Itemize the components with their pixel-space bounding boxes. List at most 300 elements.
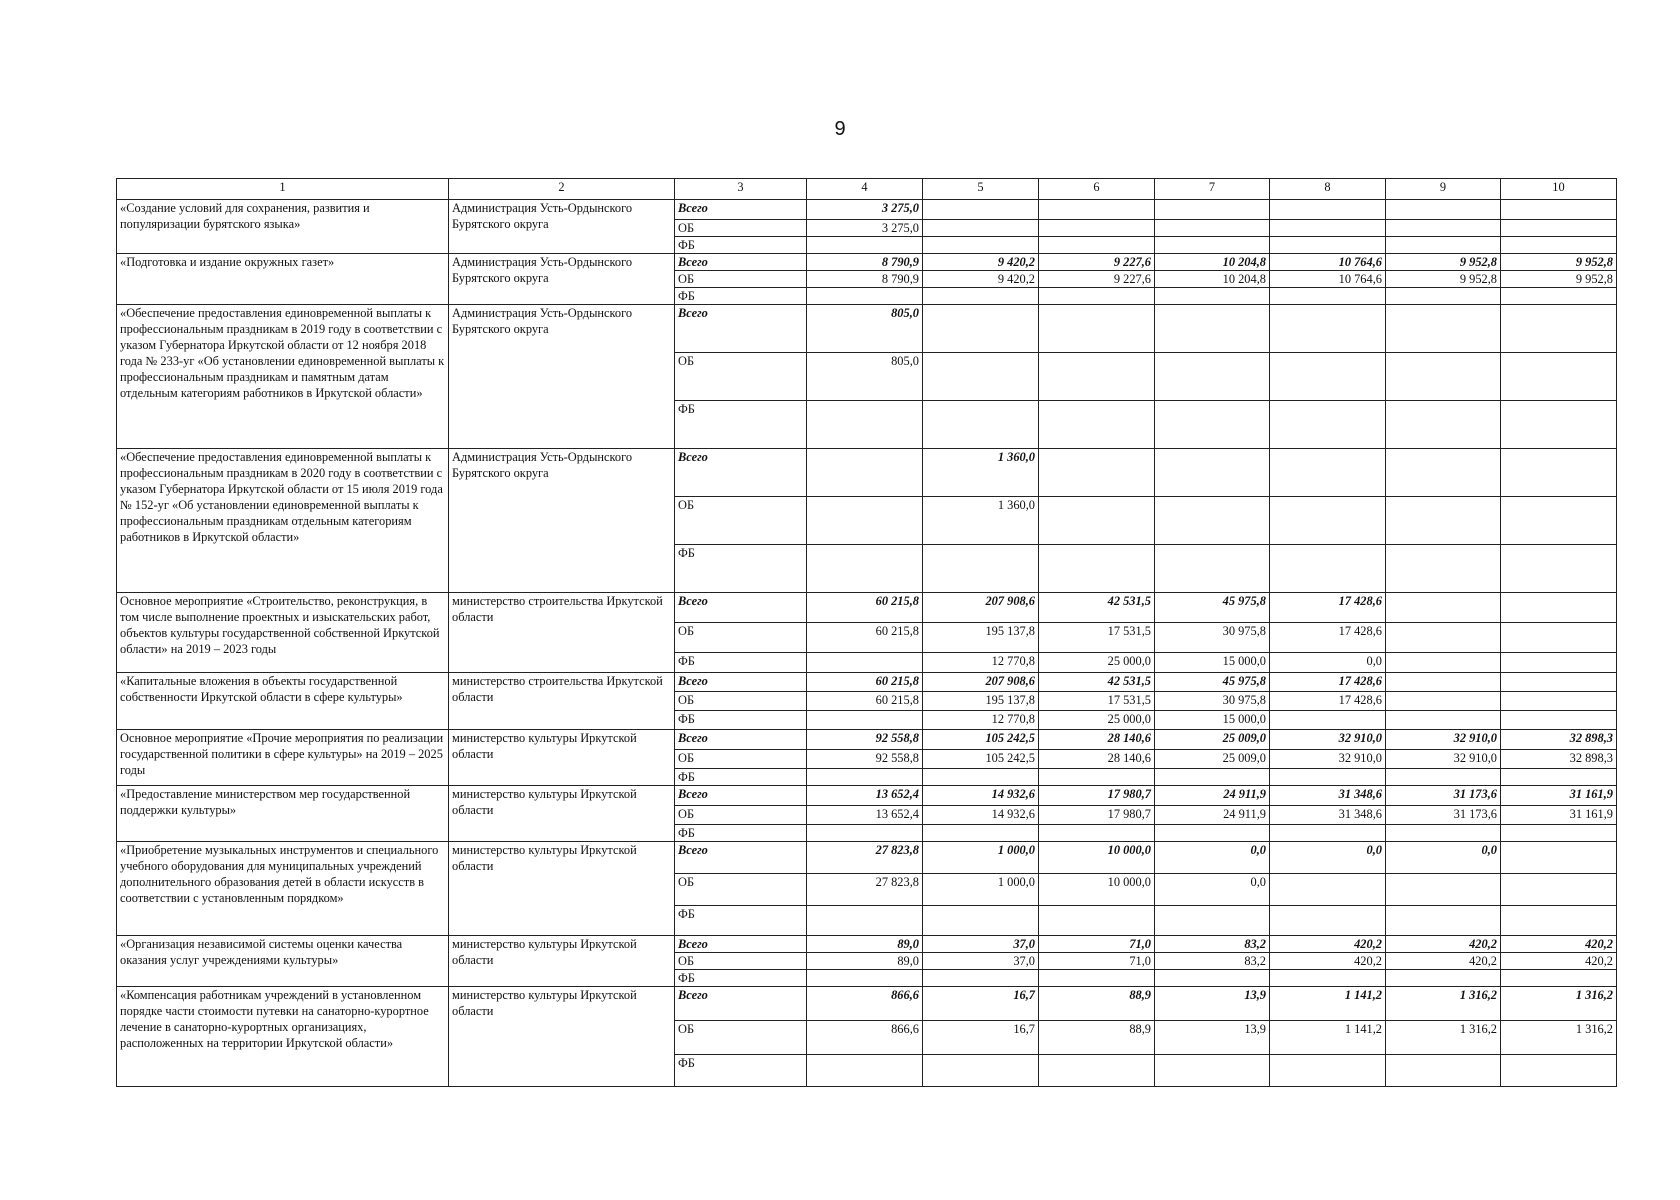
amount-cell: 89,0 xyxy=(807,953,923,970)
amount-cell xyxy=(807,545,923,593)
event-name: «Предоставление министерством мер государственной поддержки культуры» xyxy=(117,786,449,842)
amount-cell: 25 009,0 xyxy=(1155,750,1270,769)
amount-cell: 14 932,6 xyxy=(923,786,1039,806)
amount-cell: 1 141,2 xyxy=(1270,1021,1386,1055)
amount-cell xyxy=(1155,353,1270,401)
amount-cell xyxy=(1039,401,1155,449)
amount-cell xyxy=(807,497,923,545)
amount-cell: 12 770,8 xyxy=(923,711,1039,730)
funding-source: Всего xyxy=(675,200,807,220)
amount-cell xyxy=(807,769,923,786)
event-name: «Приобретение музыкальных инструментов и специального учебного оборудования для муниципальных учреждений дополнительного образования детей в области искусств в соответствии с установленным порядком» xyxy=(117,842,449,936)
executor: Администрация Усть-Ордынского Бурятского округа xyxy=(449,449,675,593)
amount-cell xyxy=(1386,545,1501,593)
amount-cell: 8 790,9 xyxy=(807,271,923,288)
amount-cell: 105 242,5 xyxy=(923,750,1039,769)
amount-cell xyxy=(1039,200,1155,220)
funding-source: ФБ xyxy=(675,545,807,593)
column-header: 9 xyxy=(1386,179,1501,200)
table-row xyxy=(117,200,1617,220)
amount-cell: 13,9 xyxy=(1155,1021,1270,1055)
amount-cell: 1 000,0 xyxy=(923,874,1039,906)
amount-cell xyxy=(923,906,1039,936)
funding-source: Всего xyxy=(675,786,807,806)
amount-cell xyxy=(923,401,1039,449)
amount-cell: 0,0 xyxy=(1270,653,1386,673)
amount-cell: 32 898,3 xyxy=(1501,750,1617,769)
funding-source: ОБ xyxy=(675,271,807,288)
funding-source: ОБ xyxy=(675,874,807,906)
table-row xyxy=(117,842,1617,874)
amount-cell xyxy=(1270,305,1386,353)
amount-cell xyxy=(1270,769,1386,786)
amount-cell: 31 173,6 xyxy=(1386,786,1501,806)
amount-cell: 17 980,7 xyxy=(1039,806,1155,825)
amount-cell xyxy=(1501,288,1617,305)
executor: министерство культуры Иркутской области xyxy=(449,936,675,987)
amount-cell xyxy=(1270,970,1386,987)
amount-cell: 195 137,8 xyxy=(923,692,1039,711)
amount-cell xyxy=(1155,305,1270,353)
amount-cell: 420,2 xyxy=(1270,953,1386,970)
funding-source: ФБ xyxy=(675,653,807,673)
amount-cell: 866,6 xyxy=(807,987,923,1021)
amount-cell: 1 316,2 xyxy=(1386,1021,1501,1055)
amount-cell xyxy=(1270,288,1386,305)
amount-cell xyxy=(1501,673,1617,692)
column-header: 3 xyxy=(675,179,807,200)
amount-cell: 805,0 xyxy=(807,353,923,401)
amount-cell xyxy=(1155,288,1270,305)
amount-cell xyxy=(1501,449,1617,497)
amount-cell xyxy=(1155,401,1270,449)
amount-cell xyxy=(1386,288,1501,305)
amount-cell xyxy=(1270,906,1386,936)
amount-cell xyxy=(807,906,923,936)
amount-cell: 13 652,4 xyxy=(807,786,923,806)
amount-cell: 31 348,6 xyxy=(1270,806,1386,825)
column-header: 8 xyxy=(1270,179,1386,200)
amount-cell: 92 558,8 xyxy=(807,750,923,769)
amount-cell: 88,9 xyxy=(1039,987,1155,1021)
amount-cell: 195 137,8 xyxy=(923,623,1039,653)
amount-cell: 17 531,5 xyxy=(1039,692,1155,711)
amount-cell: 42 531,5 xyxy=(1039,673,1155,692)
funding-source: ФБ xyxy=(675,288,807,305)
amount-cell: 83,2 xyxy=(1155,936,1270,953)
amount-cell: 8 790,9 xyxy=(807,254,923,271)
amount-cell: 25 009,0 xyxy=(1155,730,1270,750)
funding-source: ОБ xyxy=(675,953,807,970)
amount-cell xyxy=(1386,449,1501,497)
amount-cell: 31 161,9 xyxy=(1501,786,1617,806)
amount-cell xyxy=(1386,692,1501,711)
table-row xyxy=(117,593,1617,623)
amount-cell: 42 531,5 xyxy=(1039,593,1155,623)
amount-cell xyxy=(1501,200,1617,220)
amount-cell: 31 161,9 xyxy=(1501,806,1617,825)
amount-cell xyxy=(1270,401,1386,449)
amount-cell: 207 908,6 xyxy=(923,673,1039,692)
amount-cell xyxy=(1155,237,1270,254)
page-number: 9 xyxy=(834,118,846,140)
amount-cell: 420,2 xyxy=(1386,936,1501,953)
amount-cell xyxy=(1386,653,1501,673)
amount-cell xyxy=(1270,200,1386,220)
amount-cell: 207 908,6 xyxy=(923,593,1039,623)
event-name: «Обеспечение предоставления единовременной выплаты к профессиональным праздникам в 2020 году в соответствии с указом Губернатора Иркутской области от 15 июля 2019 года № 152-уг «Об установлении единовременной выплаты к профессиональным праздникам отдельным категориям работников в Иркутской области» xyxy=(117,449,449,593)
amount-cell: 60 215,8 xyxy=(807,673,923,692)
amount-cell xyxy=(1501,842,1617,874)
funding-source: ОБ xyxy=(675,497,807,545)
amount-cell xyxy=(1039,825,1155,842)
amount-cell xyxy=(923,200,1039,220)
amount-cell xyxy=(1386,220,1501,237)
amount-cell xyxy=(1501,545,1617,593)
amount-cell xyxy=(807,288,923,305)
amount-cell: 92 558,8 xyxy=(807,730,923,750)
amount-cell: 14 932,6 xyxy=(923,806,1039,825)
amount-cell xyxy=(1270,545,1386,593)
amount-cell: 9 952,8 xyxy=(1386,271,1501,288)
funding-source: ФБ xyxy=(675,1055,807,1087)
amount-cell xyxy=(1039,970,1155,987)
amount-cell: 89,0 xyxy=(807,936,923,953)
amount-cell: 45 975,8 xyxy=(1155,593,1270,623)
funding-source: ОБ xyxy=(675,1021,807,1055)
funding-source: ОБ xyxy=(675,353,807,401)
amount-cell xyxy=(923,825,1039,842)
funding-source: Всего xyxy=(675,449,807,497)
amount-cell xyxy=(1155,825,1270,842)
amount-cell xyxy=(807,449,923,497)
amount-cell: 60 215,8 xyxy=(807,623,923,653)
funding-source: Всего xyxy=(675,305,807,353)
amount-cell: 9 952,8 xyxy=(1501,271,1617,288)
table-row xyxy=(117,254,1617,271)
amount-cell: 32 898,3 xyxy=(1501,730,1617,750)
amount-cell: 1 316,2 xyxy=(1386,987,1501,1021)
amount-cell: 27 823,8 xyxy=(807,874,923,906)
amount-cell xyxy=(1270,1055,1386,1087)
amount-cell: 1 360,0 xyxy=(923,497,1039,545)
amount-cell xyxy=(807,401,923,449)
amount-cell: 32 910,0 xyxy=(1270,730,1386,750)
amount-cell: 3 275,0 xyxy=(807,200,923,220)
amount-cell: 25 000,0 xyxy=(1039,711,1155,730)
amount-cell xyxy=(923,305,1039,353)
amount-cell: 60 215,8 xyxy=(807,692,923,711)
amount-cell xyxy=(1039,353,1155,401)
amount-cell: 13,9 xyxy=(1155,987,1270,1021)
amount-cell: 17 428,6 xyxy=(1270,593,1386,623)
amount-cell: 30 975,8 xyxy=(1155,623,1270,653)
funding-source: Всего xyxy=(675,842,807,874)
amount-cell xyxy=(1155,497,1270,545)
amount-cell xyxy=(923,545,1039,593)
amount-cell xyxy=(1501,906,1617,936)
amount-cell xyxy=(1501,237,1617,254)
amount-cell: 37,0 xyxy=(923,936,1039,953)
amount-cell: 37,0 xyxy=(923,953,1039,970)
event-name: «Организация независимой системы оценки качества оказания услуг учреждениями культуры» xyxy=(117,936,449,987)
amount-cell: 0,0 xyxy=(1386,842,1501,874)
amount-cell xyxy=(1155,449,1270,497)
amount-cell xyxy=(1501,1055,1617,1087)
amount-cell xyxy=(1270,449,1386,497)
amount-cell xyxy=(1270,220,1386,237)
amount-cell: 1 316,2 xyxy=(1501,987,1617,1021)
event-name: «Капитальные вложения в объекты государственной собственности Иркутской области в сфере культуры» xyxy=(117,673,449,730)
amount-cell xyxy=(1386,970,1501,987)
amount-cell xyxy=(1386,874,1501,906)
amount-cell: 9 952,8 xyxy=(1386,254,1501,271)
amount-cell xyxy=(1501,305,1617,353)
amount-cell: 9 420,2 xyxy=(923,254,1039,271)
column-header: 5 xyxy=(923,179,1039,200)
event-name: Основное мероприятие «Строительство, реконструкция, в том числе выполнение проектных и изыскательских работ, объектов культуры государственной собственной Иркутской области» на 2019 – 2023 годы xyxy=(117,593,449,673)
amount-cell xyxy=(923,220,1039,237)
amount-cell xyxy=(1501,874,1617,906)
amount-cell xyxy=(1270,825,1386,842)
table-row xyxy=(117,449,1617,497)
funding-source: ОБ xyxy=(675,623,807,653)
amount-cell xyxy=(1386,401,1501,449)
amount-cell xyxy=(807,711,923,730)
executor: министерство строительства Иркутской области xyxy=(449,673,675,730)
amount-cell xyxy=(1386,237,1501,254)
amount-cell: 0,0 xyxy=(1155,874,1270,906)
amount-cell: 45 975,8 xyxy=(1155,673,1270,692)
amount-cell xyxy=(807,970,923,987)
amount-cell: 10 204,8 xyxy=(1155,254,1270,271)
amount-cell: 420,2 xyxy=(1501,936,1617,953)
amount-cell xyxy=(1270,237,1386,254)
table-row xyxy=(117,987,1617,1021)
amount-cell: 1 141,2 xyxy=(1270,987,1386,1021)
event-name: «Подготовка и издание окружных газет» xyxy=(117,254,449,305)
funding-source: Всего xyxy=(675,254,807,271)
amount-cell xyxy=(923,288,1039,305)
amount-cell xyxy=(1501,825,1617,842)
amount-cell: 15 000,0 xyxy=(1155,711,1270,730)
amount-cell: 1 316,2 xyxy=(1501,1021,1617,1055)
funding-source: Всего xyxy=(675,936,807,953)
executor: министерство строительства Иркутской области xyxy=(449,593,675,673)
amount-cell: 15 000,0 xyxy=(1155,653,1270,673)
funding-source: ФБ xyxy=(675,970,807,987)
funding-source: Всего xyxy=(675,730,807,750)
amount-cell xyxy=(1155,970,1270,987)
amount-cell: 420,2 xyxy=(1501,953,1617,970)
column-header: 2 xyxy=(449,179,675,200)
amount-cell: 10 000,0 xyxy=(1039,874,1155,906)
amount-cell: 13 652,4 xyxy=(807,806,923,825)
column-header: 1 xyxy=(117,179,449,200)
amount-cell xyxy=(1270,353,1386,401)
column-header: 6 xyxy=(1039,179,1155,200)
funding-source: Всего xyxy=(675,673,807,692)
amount-cell: 32 910,0 xyxy=(1386,750,1501,769)
amount-cell: 24 911,9 xyxy=(1155,806,1270,825)
amount-cell xyxy=(1386,353,1501,401)
amount-cell xyxy=(1386,305,1501,353)
amount-cell: 866,6 xyxy=(807,1021,923,1055)
executor: министерство культуры Иркутской области xyxy=(449,730,675,786)
executor: министерство культуры Иркутской области xyxy=(449,987,675,1087)
amount-cell: 32 910,0 xyxy=(1386,730,1501,750)
funding-source: ФБ xyxy=(675,237,807,254)
amount-cell: 1 000,0 xyxy=(923,842,1039,874)
funding-source: ОБ xyxy=(675,220,807,237)
amount-cell xyxy=(1501,593,1617,623)
amount-cell: 17 531,5 xyxy=(1039,623,1155,653)
budget-table xyxy=(116,178,1617,1087)
amount-cell: 31 348,6 xyxy=(1270,786,1386,806)
amount-cell: 17 980,7 xyxy=(1039,786,1155,806)
amount-cell xyxy=(1501,692,1617,711)
amount-cell xyxy=(1039,305,1155,353)
executor: министерство культуры Иркутской области xyxy=(449,786,675,842)
amount-cell xyxy=(1386,1055,1501,1087)
executor: Администрация Усть-Ордынского Бурятского округа xyxy=(449,254,675,305)
amount-cell xyxy=(1270,711,1386,730)
amount-cell: 12 770,8 xyxy=(923,653,1039,673)
amount-cell xyxy=(807,825,923,842)
amount-cell xyxy=(1501,769,1617,786)
amount-cell xyxy=(1386,200,1501,220)
amount-cell: 9 227,6 xyxy=(1039,271,1155,288)
funding-source: ОБ xyxy=(675,692,807,711)
amount-cell: 25 000,0 xyxy=(1039,653,1155,673)
amount-cell: 31 173,6 xyxy=(1386,806,1501,825)
column-header: 4 xyxy=(807,179,923,200)
amount-cell xyxy=(1386,825,1501,842)
event-name: «Создание условий для сохранения, развития и популяризации бурятского языка» xyxy=(117,200,449,254)
amount-cell: 17 428,6 xyxy=(1270,692,1386,711)
amount-cell: 10 764,6 xyxy=(1270,254,1386,271)
amount-cell xyxy=(1155,1055,1270,1087)
amount-cell: 420,2 xyxy=(1270,936,1386,953)
executor: министерство культуры Иркутской области xyxy=(449,842,675,936)
amount-cell: 71,0 xyxy=(1039,936,1155,953)
amount-cell xyxy=(1501,623,1617,653)
amount-cell: 88,9 xyxy=(1039,1021,1155,1055)
amount-cell: 0,0 xyxy=(1155,842,1270,874)
amount-cell: 24 911,9 xyxy=(1155,786,1270,806)
amount-cell xyxy=(923,353,1039,401)
funding-source: Всего xyxy=(675,987,807,1021)
amount-cell: 9 952,8 xyxy=(1501,254,1617,271)
funding-source: ОБ xyxy=(675,806,807,825)
amount-cell xyxy=(1386,769,1501,786)
amount-cell xyxy=(1039,1055,1155,1087)
amount-cell: 9 420,2 xyxy=(923,271,1039,288)
event-name: Основное мероприятие «Прочие мероприятия по реализации государственной политики в сфере культуры» на 2019 – 2025 годы xyxy=(117,730,449,786)
amount-cell xyxy=(923,1055,1039,1087)
amount-cell xyxy=(1501,497,1617,545)
amount-cell: 805,0 xyxy=(807,305,923,353)
amount-cell xyxy=(923,237,1039,254)
column-header: 10 xyxy=(1501,179,1617,200)
amount-cell xyxy=(1501,711,1617,730)
amount-cell xyxy=(1386,623,1501,653)
executor: Администрация Усть-Ордынского Бурятского округа xyxy=(449,305,675,449)
table-row xyxy=(117,730,1617,750)
amount-cell: 10 000,0 xyxy=(1039,842,1155,874)
amount-cell xyxy=(1270,874,1386,906)
funding-source: ФБ xyxy=(675,906,807,936)
column-header: 7 xyxy=(1155,179,1270,200)
funding-source: ФБ xyxy=(675,825,807,842)
event-name: «Обеспечение предоставления единовременной выплаты к профессиональным праздникам в 2019 году в соответствии с указом Губернатора Иркутской области от 12 ноября 2018 года № 233-уг «Об установлении единовременной выплаты к профессиональным праздникам и памятным датам отдельным категориям работников в Иркутской области» xyxy=(117,305,449,449)
amount-cell: 27 823,8 xyxy=(807,842,923,874)
amount-cell: 1 360,0 xyxy=(923,449,1039,497)
amount-cell xyxy=(1155,906,1270,936)
amount-cell xyxy=(807,1055,923,1087)
amount-cell: 30 975,8 xyxy=(1155,692,1270,711)
amount-cell xyxy=(1386,711,1501,730)
amount-cell: 3 275,0 xyxy=(807,220,923,237)
amount-cell: 10 764,6 xyxy=(1270,271,1386,288)
amount-cell: 10 204,8 xyxy=(1155,271,1270,288)
amount-cell: 16,7 xyxy=(923,1021,1039,1055)
amount-cell xyxy=(807,237,923,254)
amount-cell xyxy=(1386,497,1501,545)
amount-cell xyxy=(1155,769,1270,786)
table-row xyxy=(117,305,1617,353)
funding-source: Всего xyxy=(675,593,807,623)
amount-cell xyxy=(1039,769,1155,786)
amount-cell: 17 428,6 xyxy=(1270,623,1386,653)
amount-cell xyxy=(923,769,1039,786)
table-row xyxy=(117,786,1617,806)
amount-cell xyxy=(1270,497,1386,545)
amount-cell: 420,2 xyxy=(1386,953,1501,970)
amount-cell xyxy=(1501,353,1617,401)
amount-cell: 32 910,0 xyxy=(1270,750,1386,769)
executor: Администрация Усть-Ордынского Бурятского округа xyxy=(449,200,675,254)
amount-cell xyxy=(1155,220,1270,237)
amount-cell xyxy=(1501,401,1617,449)
amount-cell xyxy=(1501,970,1617,987)
header-row xyxy=(117,179,1617,200)
amount-cell: 71,0 xyxy=(1039,953,1155,970)
amount-cell xyxy=(1039,220,1155,237)
amount-cell xyxy=(1039,545,1155,593)
amount-cell xyxy=(1155,200,1270,220)
amount-cell: 16,7 xyxy=(923,987,1039,1021)
amount-cell xyxy=(923,970,1039,987)
amount-cell xyxy=(1501,653,1617,673)
funding-source: ФБ xyxy=(675,769,807,786)
amount-cell: 28 140,6 xyxy=(1039,750,1155,769)
amount-cell xyxy=(1386,906,1501,936)
amount-cell xyxy=(1386,593,1501,623)
amount-cell xyxy=(1039,237,1155,254)
amount-cell xyxy=(1386,673,1501,692)
funding-source: ФБ xyxy=(675,401,807,449)
amount-cell xyxy=(1039,288,1155,305)
amount-cell: 0,0 xyxy=(1270,842,1386,874)
amount-cell: 9 227,6 xyxy=(1039,254,1155,271)
amount-cell xyxy=(807,653,923,673)
amount-cell: 105 242,5 xyxy=(923,730,1039,750)
amount-cell xyxy=(1039,906,1155,936)
amount-cell: 17 428,6 xyxy=(1270,673,1386,692)
funding-source: ОБ xyxy=(675,750,807,769)
amount-cell: 28 140,6 xyxy=(1039,730,1155,750)
